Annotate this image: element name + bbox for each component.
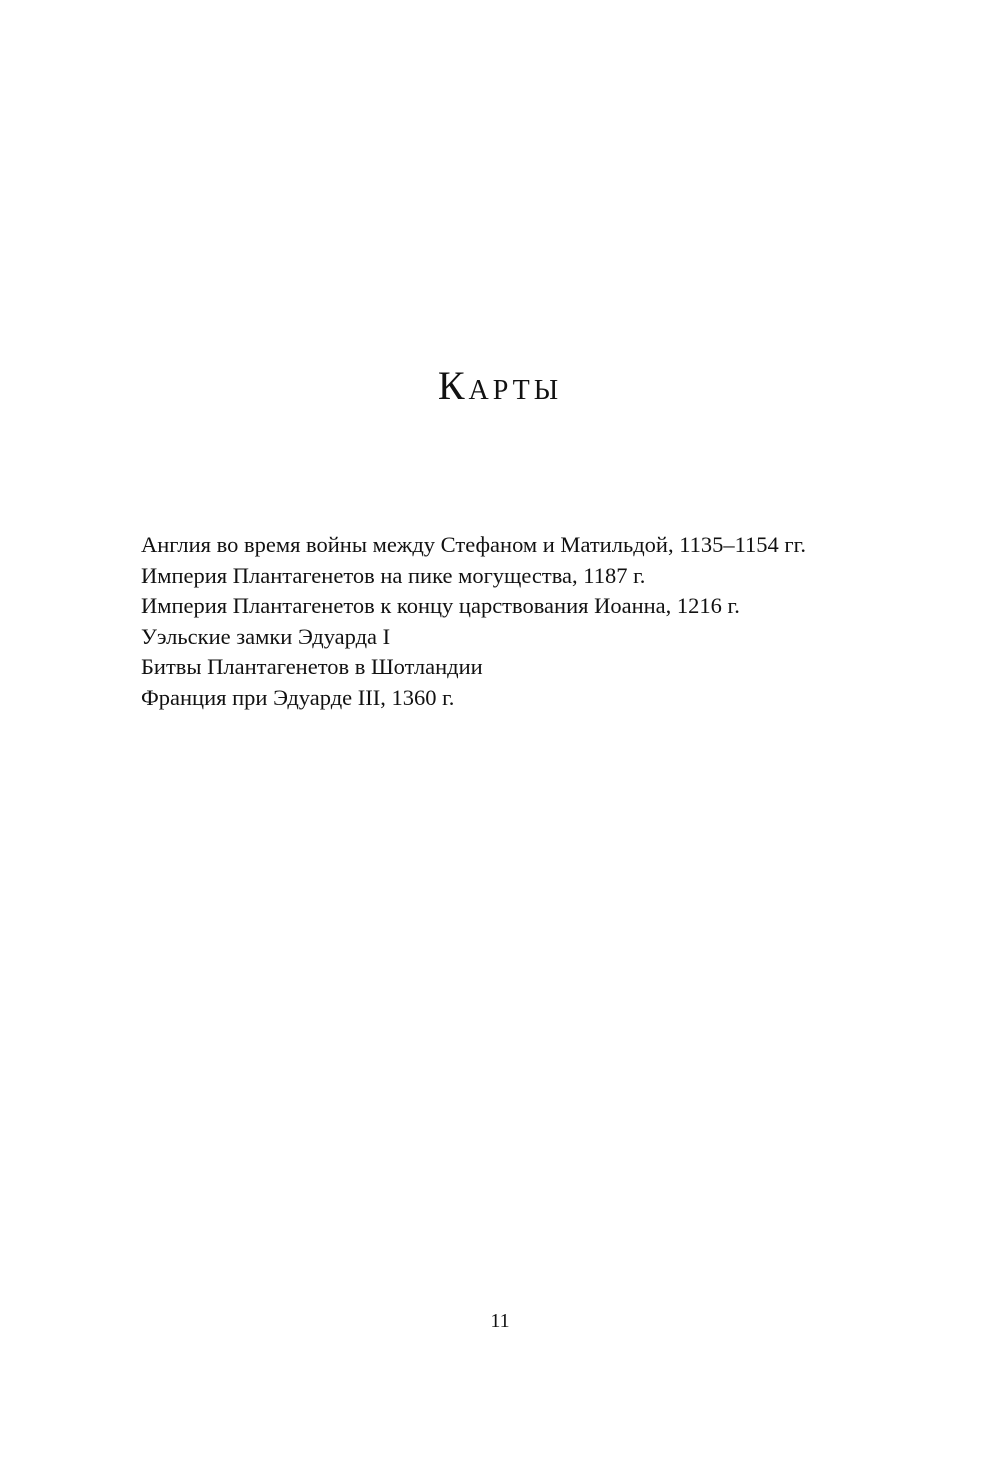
map-list-item: Битвы Плантагенетов в Шотландии — [141, 654, 483, 679]
map-list — [141, 530, 901, 713]
map-list-item: Империя Плантагенетов к концу царствования Иоанна, 1216 г. — [141, 593, 740, 618]
page-number: 11 — [490, 1310, 510, 1332]
map-list-item: Англия во время войны между Стефаном и Матильдой, 1135–1154 гг. — [141, 532, 806, 557]
map-list-item: Франция при Эдуарде III, 1360 г. — [141, 684, 455, 710]
page-title: Карты — [437, 363, 563, 408]
map-list-item: Уэльские замки Эдуарда I — [141, 623, 391, 649]
map-list-item: Империя Плантагенетов на пике могущества, 1187 г. — [141, 562, 646, 588]
